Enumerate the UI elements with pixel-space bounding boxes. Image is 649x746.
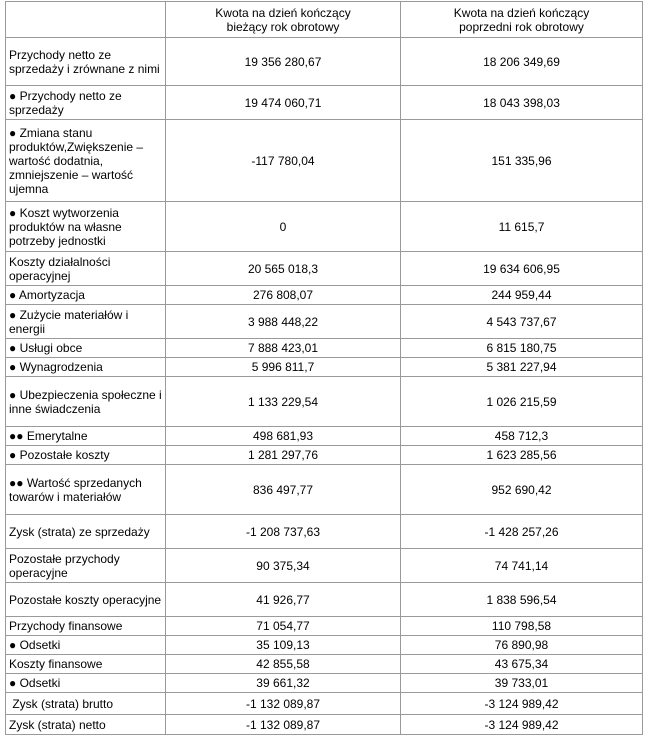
header-current-year bbox=[166, 2, 401, 38]
current-year-value: 41 926,77 bbox=[166, 583, 401, 617]
current-year-value: 19 356 280,67 bbox=[166, 38, 401, 86]
table-row bbox=[6, 358, 643, 377]
current-year-value: 42 855,58 bbox=[166, 655, 401, 674]
row-label: ● Pozostałe koszty bbox=[6, 446, 166, 465]
table-row bbox=[6, 252, 643, 286]
previous-year-value: 5 381 227,94 bbox=[401, 358, 643, 377]
previous-year-value: 1 026 215,59 bbox=[401, 377, 643, 427]
current-year-value: 90 375,34 bbox=[166, 549, 401, 583]
previous-year-value: -3 124 989,42 bbox=[401, 715, 643, 735]
previous-year-value: -1 428 257,26 bbox=[401, 515, 643, 549]
header-current-line1: Kwota na dzień kończący bbox=[215, 5, 351, 20]
previous-year-value: 39 733,01 bbox=[401, 674, 643, 693]
row-label: Pozostałe przychody operacyjne bbox=[6, 549, 166, 583]
previous-year-value: 1 623 285,56 bbox=[401, 446, 643, 465]
table-row bbox=[6, 465, 643, 515]
current-year-value: 1 281 297,76 bbox=[166, 446, 401, 465]
table-row bbox=[6, 515, 643, 549]
previous-year-value: 18 043 398,03 bbox=[401, 86, 643, 120]
previous-year-value: -3 124 989,42 bbox=[401, 693, 643, 715]
current-year-value: 1 133 229,54 bbox=[166, 377, 401, 427]
table-row bbox=[6, 617, 643, 636]
row-label: Przychody netto ze sprzedaży i zrównane z nimi bbox=[6, 38, 166, 86]
previous-year-value: 11 615,7 bbox=[401, 202, 643, 252]
previous-year-value: 19 634 606,95 bbox=[401, 252, 643, 286]
row-label: ● Wynagrodzenia bbox=[6, 358, 166, 377]
header-row bbox=[6, 2, 643, 38]
header-previous-line2: poprzedni rok obrotowy bbox=[459, 19, 584, 34]
row-label: Zysk (strata) netto bbox=[6, 715, 166, 735]
table-row bbox=[6, 38, 643, 86]
previous-year-value: 6 815 180,75 bbox=[401, 339, 643, 358]
previous-year-value: 4 543 737,67 bbox=[401, 305, 643, 339]
current-year-value: 498 681,93 bbox=[166, 427, 401, 446]
previous-year-value: 18 206 349,69 bbox=[401, 38, 643, 86]
previous-year-value: 43 675,34 bbox=[401, 655, 643, 674]
table-row bbox=[6, 583, 643, 617]
row-label: ● Ubezpieczenia społeczne i inne świadczenia bbox=[6, 377, 166, 427]
row-label: ● Amortyzacja bbox=[6, 286, 166, 305]
row-label: Zysk (strata) ze sprzedaży bbox=[6, 515, 166, 549]
header-previous-line1: Kwota na dzień kończący bbox=[453, 5, 590, 20]
row-label: ● Zmiana stanu produktów,Zwiększenie – wartość dodatnia, zmniejszenie – wartość ujemna bbox=[6, 120, 166, 202]
row-label: Pozostałe koszty operacyjne bbox=[6, 583, 166, 617]
table-row bbox=[6, 693, 643, 715]
previous-year-value: 74 741,14 bbox=[401, 549, 643, 583]
table-row bbox=[6, 636, 643, 655]
previous-year-value: 458 712,3 bbox=[401, 427, 643, 446]
current-year-value: 35 109,13 bbox=[166, 636, 401, 655]
table-row bbox=[6, 202, 643, 252]
current-year-value: 7 888 423,01 bbox=[166, 339, 401, 358]
previous-year-value: 952 690,42 bbox=[401, 465, 643, 515]
current-year-value: 19 474 060,71 bbox=[166, 86, 401, 120]
row-label: ● Odsetki bbox=[6, 636, 166, 655]
header-current-line2: bieżący rok obrotowy bbox=[226, 19, 340, 34]
previous-year-value: 110 798,58 bbox=[401, 617, 643, 636]
row-label: ● Zużycie materiałów i energii bbox=[6, 305, 166, 339]
header-previous-year bbox=[401, 2, 643, 38]
row-label: ● Usługi obce bbox=[6, 339, 166, 358]
current-year-value: -1 208 737,63 bbox=[166, 515, 401, 549]
current-year-value: 836 497,77 bbox=[166, 465, 401, 515]
table-row bbox=[6, 549, 643, 583]
table-row bbox=[6, 655, 643, 674]
row-label: ● Przychody netto ze sprzedaży bbox=[6, 86, 166, 120]
current-year-value: -1 132 089,87 bbox=[166, 693, 401, 715]
previous-year-value: 244 959,44 bbox=[401, 286, 643, 305]
current-year-value: 71 054,77 bbox=[166, 617, 401, 636]
header-empty-cell bbox=[6, 2, 166, 38]
row-label: Koszty finansowe bbox=[6, 655, 166, 674]
table-row bbox=[6, 86, 643, 120]
current-year-value: 39 661,32 bbox=[166, 674, 401, 693]
current-year-value: -1 132 089,87 bbox=[166, 715, 401, 735]
row-label: Zysk (strata) brutto bbox=[6, 693, 166, 715]
row-label: ●● Wartość sprzedanych towarów i materiałów bbox=[6, 465, 166, 515]
table-row bbox=[6, 305, 643, 339]
previous-year-value: 151 335,96 bbox=[401, 120, 643, 202]
previous-year-value: 1 838 596,54 bbox=[401, 583, 643, 617]
table-row bbox=[6, 286, 643, 305]
row-label: ●● Emerytalne bbox=[6, 427, 166, 446]
row-label: Koszty działalności operacyjnej bbox=[6, 252, 166, 286]
table-row bbox=[6, 377, 643, 427]
financial-statement-table bbox=[5, 1, 643, 735]
current-year-value: 0 bbox=[166, 202, 401, 252]
table-row bbox=[6, 120, 643, 202]
table-row bbox=[6, 339, 643, 358]
row-label: Przychody finansowe bbox=[6, 617, 166, 636]
row-label: ● Odsetki bbox=[6, 674, 166, 693]
table-row bbox=[6, 715, 643, 735]
previous-year-value: 76 890,98 bbox=[401, 636, 643, 655]
table-row bbox=[6, 674, 643, 693]
table-row bbox=[6, 446, 643, 465]
table-row bbox=[6, 427, 643, 446]
current-year-value: 276 808,07 bbox=[166, 286, 401, 305]
current-year-value: -117 780,04 bbox=[166, 120, 401, 202]
current-year-value: 20 565 018,3 bbox=[166, 252, 401, 286]
current-year-value: 5 996 811,7 bbox=[166, 358, 401, 377]
row-label: ● Koszt wytworzenia produktów na własne potrzeby jednostki bbox=[6, 202, 166, 252]
current-year-value: 3 988 448,22 bbox=[166, 305, 401, 339]
